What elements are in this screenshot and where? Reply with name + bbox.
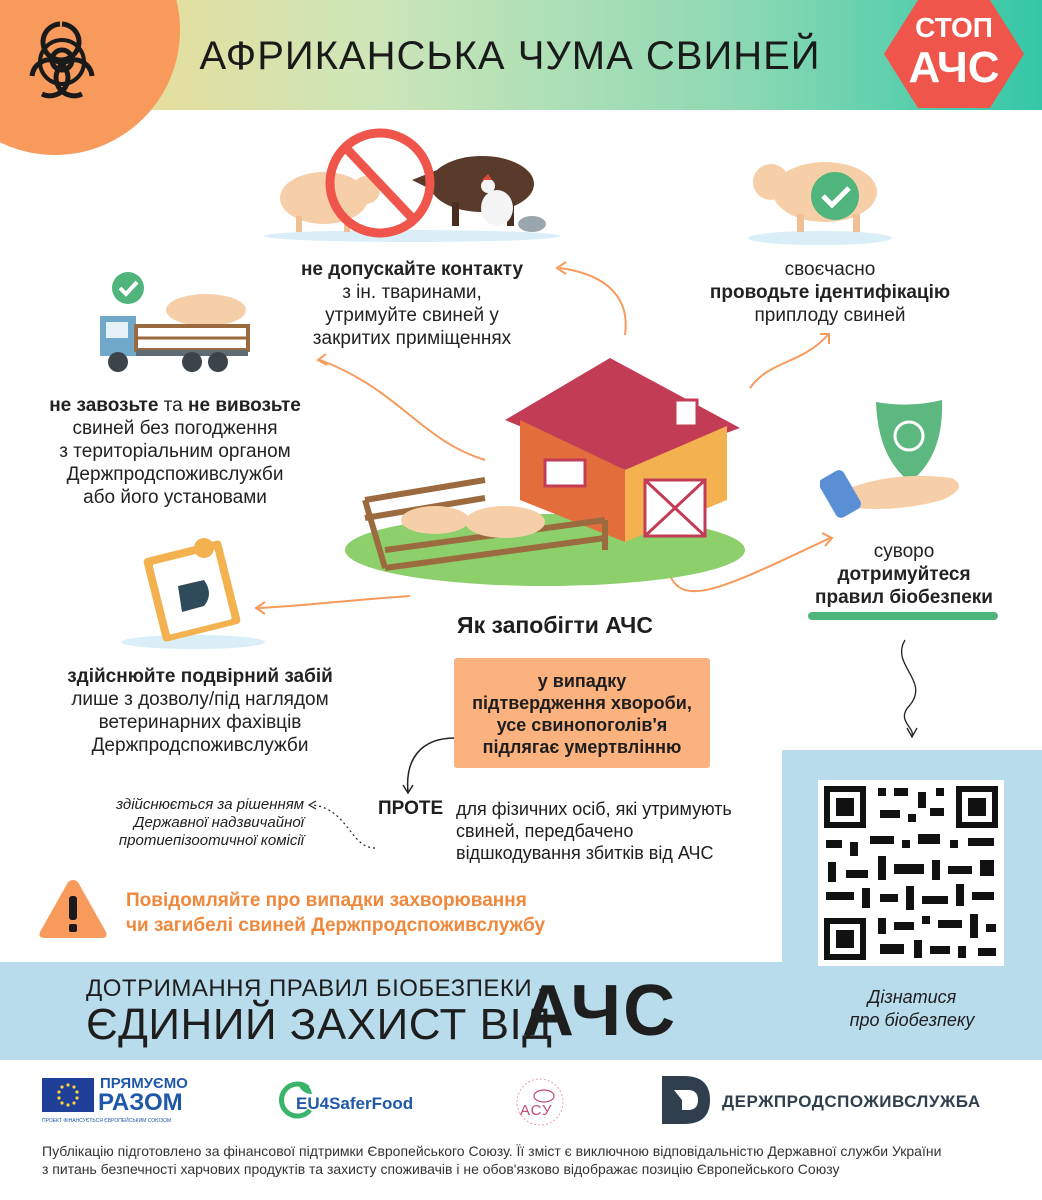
tip-slaughter-line3: ветеринарних фахівців [98,712,302,733]
commission-note-line1: здійснюється за рішенням [116,796,304,813]
tip-transport [20,394,330,509]
qr-caption-line2: про біобезпеку [849,1010,975,1030]
tip-slaughter [30,665,370,757]
tip-transport-line3: з територіальним органом [59,441,291,462]
eu4saferfood-logo-text: EU4SaferFood [296,1094,414,1113]
culling-notice-line2: підтвердження хвороби, [472,693,692,713]
page-title: АФРИКАНСЬКА ЧУМА СВИНЕЙ [199,34,821,78]
slogan-line1: ДОТРИМАННЯ ПРАВИЛ БІОБЕЗПЕКИ – [86,975,554,1002]
tip-transport-line2: свиней без погодження [72,418,278,439]
compensation-line3: відшкодування збитків від АЧС [456,843,714,863]
tip-no-contact-bold: не допускайте контакту [300,259,524,280]
clipboard-illustration [118,534,268,652]
compensation-text [456,798,732,864]
tip-biosecurity-line1: суворо [873,541,935,562]
qr-caption-line1: Дізнатися [867,987,957,1007]
commission-note [64,796,304,850]
tip-transport-bold2: не вивозьте [188,395,301,416]
no-contact-illustration [262,128,562,246]
barn-illustration [345,350,745,590]
culling-notice-line3: усе свинопоголів'я [496,715,668,735]
eu-logo-line1: ПРЯМУЄМО [100,1075,188,1092]
biosecurity-underline [808,612,998,620]
tip-biosecurity [790,540,1018,609]
tip-no-contact-line3: утримуйте свиней у [325,305,499,326]
tip-biosecurity-bold1: дотримуйтеся [837,564,971,585]
compensation-line1: для фізичних осіб, які утримують [456,799,732,819]
center-label: Як запобігти АЧС [457,612,653,638]
tip-transport-bold1: не завозьте [49,395,159,416]
compensation-line2: свиней, передбачено [456,821,634,841]
culling-notice-line1: у випадку [537,671,627,691]
identified-pig-illustration [745,150,895,248]
tip-biosecurity-bold2: правил біобезпеки [815,587,993,608]
tip-slaughter-line2: лише з дозволу/під наглядом [71,689,329,710]
qr-code-icon [818,780,1004,966]
tip-identification-bold: проводьте ідентифікацію [709,282,951,303]
shield-hand-illustration [820,396,970,526]
culling-notice-box [454,658,710,768]
tip-transport-line4: Держпродспоживслужби [66,464,284,485]
eu-logo-small: ПРОЕКТ ФІНАНСУЄТЬСЯ ЄВРОПЕЙСЬКИМ СОЮЗОМ [42,1118,172,1124]
qr-code[interactable] [818,780,1004,966]
truck-illustration [96,270,256,376]
tip-no-contact [252,258,572,350]
warning-icon [36,876,110,942]
dps-logo-text: ДЕРЖПРОДСПОЖИВСЛУЖБА [722,1092,981,1111]
report-warning-line2: чи загибелі свиней Держпродспоживслужбу [126,915,546,936]
dps-logo-icon [662,1076,710,1124]
eu-stars-icon [42,1078,94,1112]
commission-note-line3: протиепізоотичної комісії [118,832,304,849]
tip-no-contact-line2: з ін. тваринами, [342,282,482,303]
slogan-line2: ЄДИНИЙ ЗАХИСТ ВІД [86,1000,553,1049]
tip-slaughter-bold: здійснюйте подвірний забій [67,666,333,687]
commission-note-line2: Державної надзвичайної [133,814,304,831]
culling-notice-line4: підлягає умертвлінню [482,737,682,757]
eu-logo-line2: РАЗОМ [98,1089,183,1116]
slogan-asf: АЧС [522,971,678,1051]
tip-slaughter-line4: Держпродспоживслужби [91,735,309,756]
stop-asf-badge-text: СТОП АЧС [908,12,1000,92]
tip-transport-and: та [158,395,189,416]
footer-line1: Публікацію підготовлено за фінансової підтримки Європейського Союзу. Її зміст є виключною відповідальністю Державної служби України [42,1143,942,1159]
qr-caption [782,986,1042,1032]
tip-identification-line1: своєчасно [784,259,876,280]
tip-identification [690,258,970,327]
footer-line2: з питань безпечності харчових продуктів та захисту споживачів і не обов'язково відображає позицію Європейського Союзу [42,1161,840,1177]
footer-disclaimer [42,1142,1012,1178]
prote-label: ПРОТЕ [378,798,444,819]
tip-transport-line5: або його установами [83,487,267,508]
eu-flag-icon [42,1078,94,1112]
report-warning-line1: Повідомляйте про випадки захворювання [126,890,527,911]
asu-logo-text: АСУ [520,1102,553,1119]
tip-identification-line3: приплоду свиней [754,305,906,326]
tip-no-contact-line4: закритих приміщеннях [312,328,512,349]
report-warning-text [126,888,545,938]
